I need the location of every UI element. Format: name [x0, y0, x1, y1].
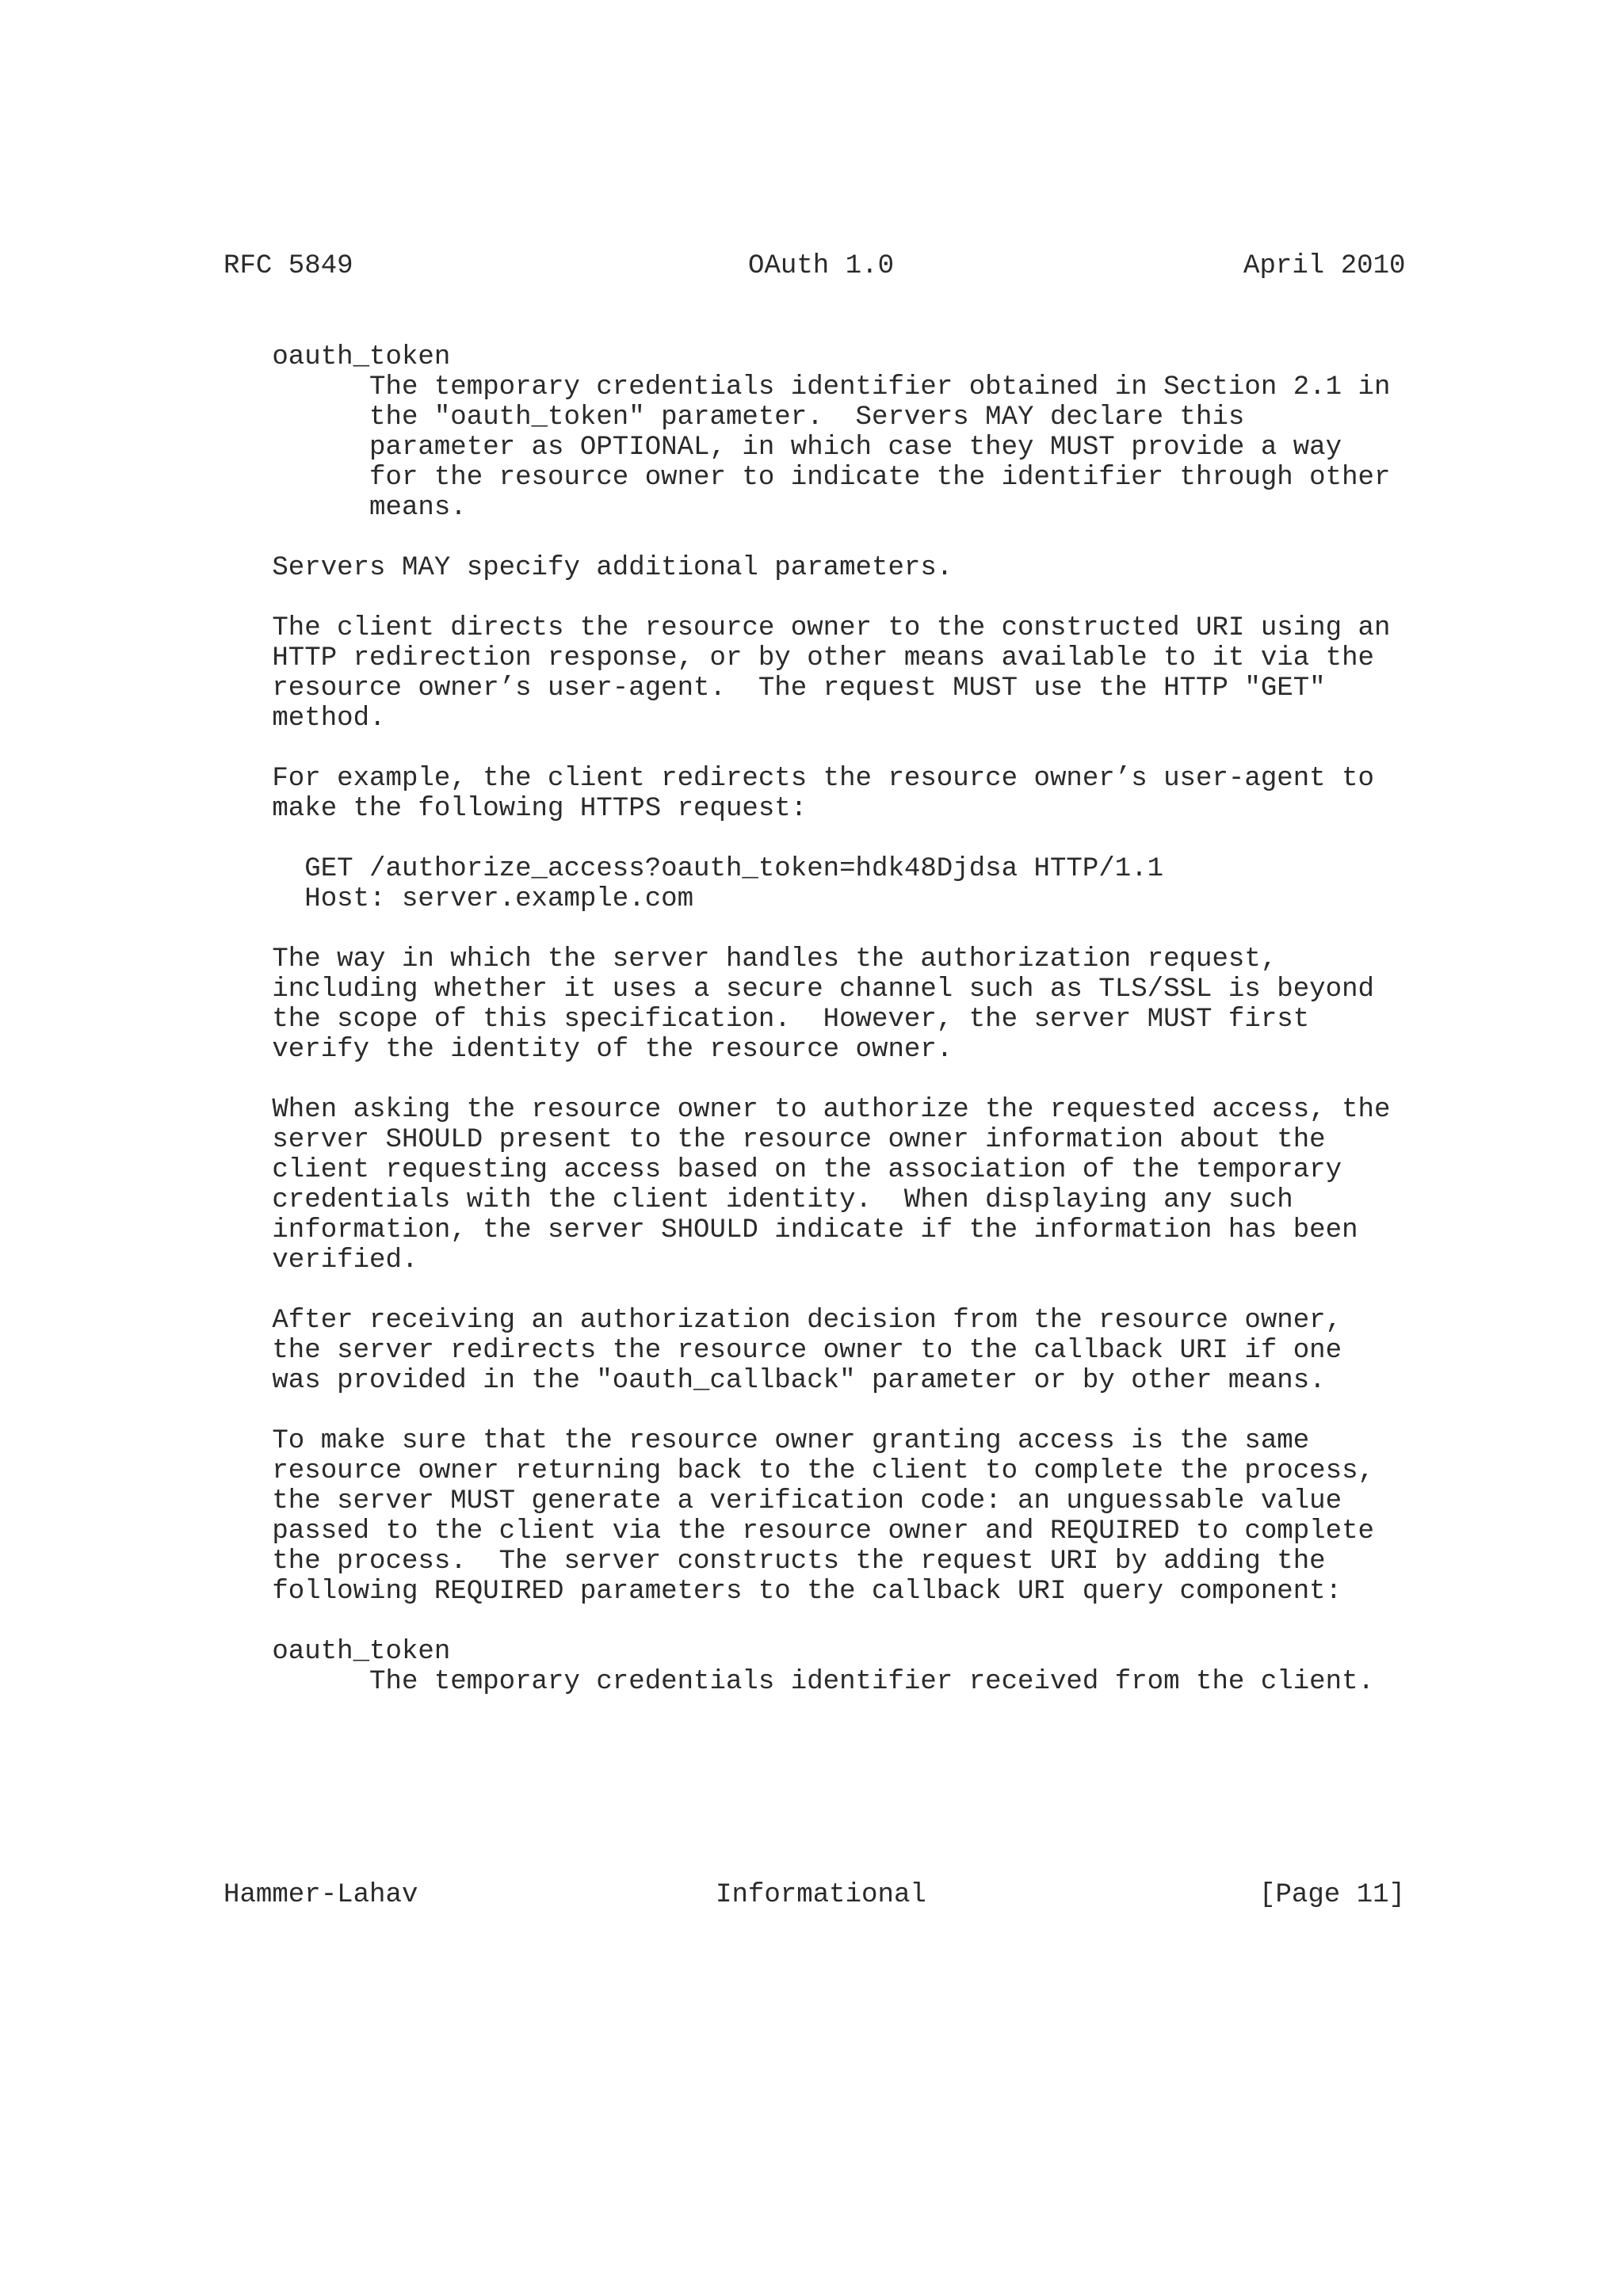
body-line: the server MUST generate a verification code: an unguessable value: [223, 1486, 1342, 1516]
body-line: method.: [223, 704, 386, 734]
body-line: oauth_token: [223, 1637, 451, 1667]
body-line: the "oauth_token" parameter. Servers MAY declare this: [223, 402, 1245, 433]
body-line: the server redirects the resource owner to the callback URI if one: [223, 1336, 1342, 1366]
body-line: parameter as OPTIONAL, in which case they MUST provide a way: [223, 433, 1342, 463]
body-line: the scope of this specification. However, the server MUST first: [223, 1005, 1310, 1035]
body-line: The client directs the resource owner to the constructed URI using an: [223, 613, 1391, 643]
page-footer-center: Informational: [716, 1880, 926, 1910]
body-line: To make sure that the resource owner granting access is the same: [223, 1426, 1310, 1456]
body-line: means.: [223, 493, 467, 523]
code-line: Host: server.example.com: [223, 884, 694, 914]
body-line: the process. The server constructs the request URI by adding the: [223, 1547, 1326, 1577]
body-line: resource owner returning back to the client to complete the process,: [223, 1456, 1374, 1486]
code-line: GET /authorize_access?oauth_token=hdk48Djdsa HTTP/1.1: [223, 854, 1164, 884]
page-footer-left: Hammer-Lahav: [223, 1880, 418, 1910]
body-line: information, the server SHOULD indicate if the information has been: [223, 1215, 1358, 1245]
body-line: including whether it uses a secure channel such as TLS/SSL is beyond: [223, 974, 1374, 1005]
body-line: credentials with the client identity. When displaying any such: [223, 1185, 1293, 1215]
body-line: was provided in the "oauth_callback" parameter or by other means.: [223, 1366, 1326, 1396]
page-header-center: OAuth 1.0: [748, 251, 895, 281]
body-line: HTTP redirection response, or by other means available to it via the: [223, 643, 1374, 673]
body-line: Servers MAY specify additional parameters.: [223, 553, 953, 583]
page-header-right: April 2010: [1243, 251, 1406, 281]
page-header-left: RFC 5849: [223, 251, 353, 281]
body-line: The temporary credentials identifier received from the client.: [223, 1667, 1374, 1697]
body-line: verify the identity of the resource owner.: [223, 1035, 953, 1065]
body-line: client requesting access based on the association of the temporary: [223, 1155, 1342, 1185]
body-line: The temporary credentials identifier obtained in Section 2.1 in: [223, 372, 1391, 402]
body-line: The way in which the server handles the authorization request,: [223, 944, 1277, 974]
body-line: When asking the resource owner to authorize the requested access, the: [223, 1095, 1391, 1125]
body-line: resource owner’s user-agent. The request MUST use the HTTP "GET": [223, 673, 1326, 704]
body-line: for the resource owner to indicate the identifier through other: [223, 463, 1391, 493]
page-footer-right: [Page 11]: [1259, 1880, 1406, 1910]
body-line: verified.: [223, 1245, 418, 1276]
body-line: After receiving an authorization decision from the resource owner,: [223, 1306, 1342, 1336]
body-line: passed to the client via the resource owner and REQUIRED to complete: [223, 1516, 1374, 1547]
body-line: oauth_token: [223, 342, 451, 372]
body-line: make the following HTTPS request:: [223, 794, 808, 824]
body-line: following REQUIRED parameters to the callback URI query component:: [223, 1577, 1342, 1607]
body-line: For example, the client redirects the resource owner’s user-agent to: [223, 764, 1374, 794]
body-line: server SHOULD present to the resource owner information about the: [223, 1125, 1326, 1155]
